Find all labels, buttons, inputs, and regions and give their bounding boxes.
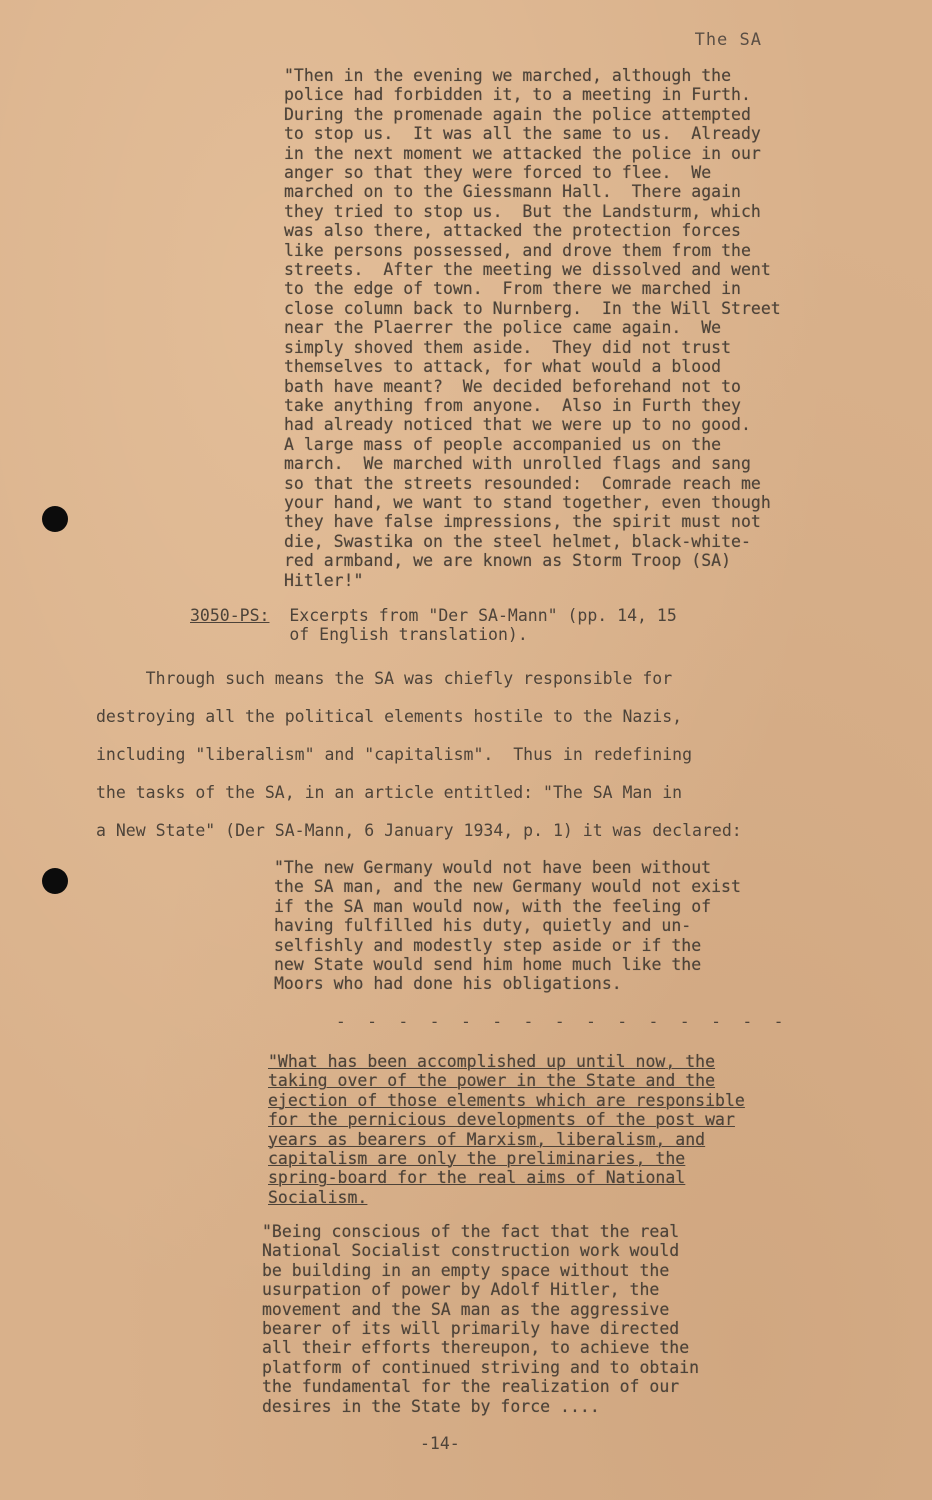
document-reference: [190, 606, 677, 645]
reference-code: 3050-PS:: [190, 606, 270, 625]
section-separator: - - - - - - - - - - - - - - -: [336, 1012, 790, 1031]
page-number: -14-: [420, 1434, 460, 1453]
reference-text: Excerpts from "Der SA-Mann" (pp. 14, 15 of English translation).: [289, 606, 677, 645]
quote-accomplished: "What has been accomplished up until now, the taking over of the power in the State and the ejection of those elements which are responsible for the pernicious developments of the post war years as bearers of Marxism, liberalism, and capitalism are only the preliminaries, the spring-board for the real aims of National Socialism.: [268, 1052, 745, 1207]
punch-hole-icon: [42, 868, 68, 894]
quote-new-germany: "The new Germany would not have been without the SA man, and the new Germany would not exist if the SA man would now, with the feeling of having fulfilled his duty, quietly and un- selfishly and modestly step aside or if the new State would send him home much like the Moors who had done his obligations.: [274, 858, 741, 994]
quote-being-conscious: "Being conscious of the fact that the real National Socialist construction work would be building in an empty space without the usurpation of power by Adolf Hitler, the movement and the SA man as the aggressive bearer of its will primarily have directed all their efforts thereupon, to achieve the platform of continued striving and to obtain the fundamental for the realization of our desires in the State by force ....: [262, 1222, 700, 1416]
quote-march-account: "Then in the evening we marched, although the police had forbidden it, to a meeting in Furth. During the promenade again the police attempted to stop us. It was all the same to us. Already in the next moment we attacked the police in our anger so that they were forced to flee. We marched on to the Giessmann Hall. There again they tried to stop us. But the Landsturm, which was also there, attacked the protection forces like persons possessed, and drove them from the streets. After the meeting we dissolved and went to the edge of town. From there we marched in close column back to Nurnberg. In the Will Street near the Plaerrer the police came again. We simply shoved them aside. They did not trust themselves to attack, for what would a blood bath have meant? We decided beforehand not to take anything from anyone. Also in Furth they had already noticed that we were up to no good. A large mass of people accompanied us on the march. We marched with unrolled flags and sang so that the streets resounded: Comrade reach me your hand, we want to stand together, even though they have false impressions, the spirit must not die, Swastika on the steel helmet, black-white- red armband, we are known as Storm Troop (SA) Hitler!": [284, 66, 781, 590]
punch-hole-icon: [42, 506, 68, 532]
page-header: The SA: [694, 30, 762, 50]
body-paragraph: Through such means the SA was chiefly responsible for destroying all the political elements hostile to the Nazis, including "liberalism" and "capitalism". Thus in redefining the tasks of the SA, in an article entitled: "The SA Man in a New State" (Der SA-Mann, 6 January 1934, p. 1) it was declared:: [96, 669, 742, 840]
